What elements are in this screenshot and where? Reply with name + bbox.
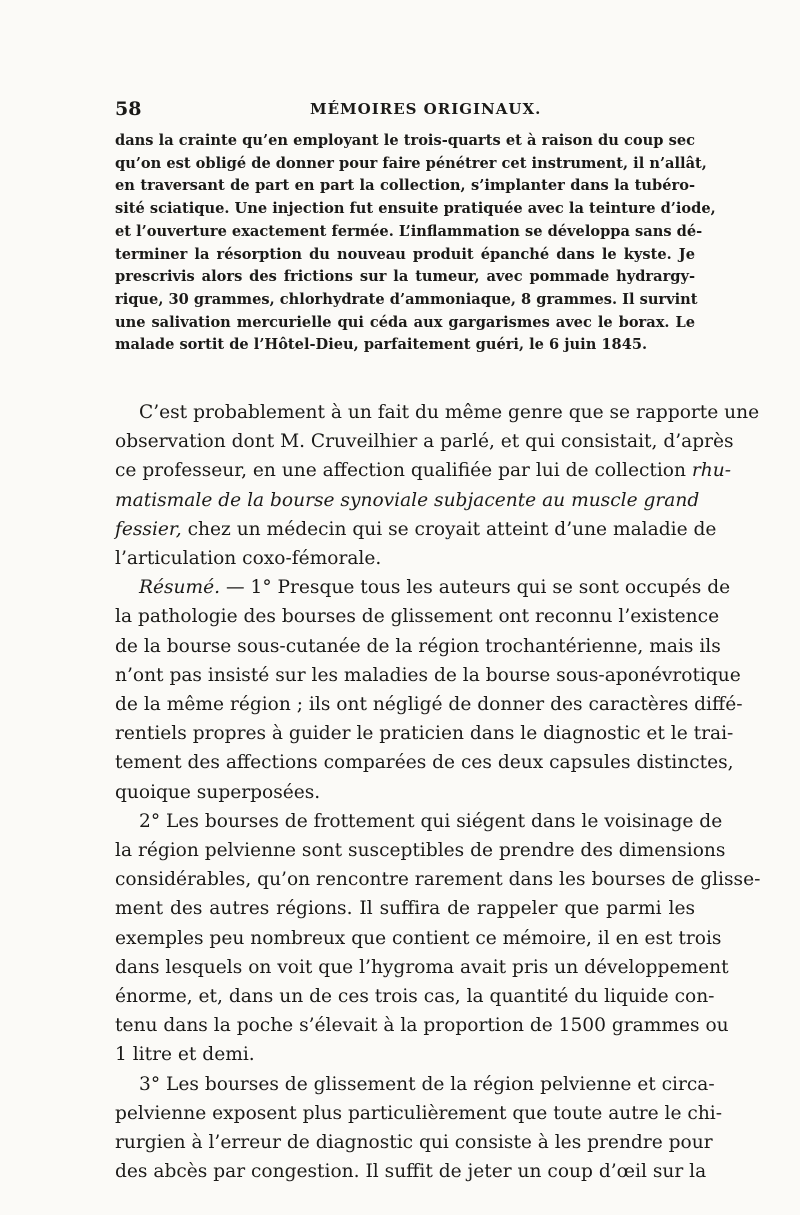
text-line [115, 486, 700, 515]
text-line: tement des affections comparées de ces deux capsules distinctes, [115, 752, 734, 774]
text-line: rurgien à l’erreur de diagnostic qui consiste à les prendre pour [115, 1132, 713, 1154]
text-line: 1 litre et demi. [115, 1044, 255, 1066]
italic-text: matismale de la bourse synoviale subjacente au muscle grand [115, 489, 700, 511]
text-line: de la même région ; ils ont négligé de donner des caractères diffé- [115, 694, 743, 716]
text-line: observation dont M. Cruveilhier a parlé, et qui consistait, d’après [115, 431, 734, 453]
running-title: MÉMOIRES ORIGINAUX. [310, 100, 542, 118]
text-line: sité sciatique. Une injection fut ensuite pratiquée avec la teinture d’iode, [115, 200, 716, 218]
text-line: malade sortit de l’Hôtel-Dieu, parfaitement guéri, le 6 juin 1845. [115, 336, 648, 354]
text-line: des abcès par congestion. Il suffit de jeter un coup d’œil sur la [115, 1161, 707, 1183]
text-run: — 1° Presque tous les auteurs qui se sont occupés de [220, 577, 731, 599]
main-text [115, 398, 761, 1186]
text-line: une salivation mercurielle qui céda aux gargarismes avec le borax. Le [115, 313, 695, 331]
text-line: pelvienne exposent plus particulièrement que toute autre le chi- [115, 1102, 723, 1124]
text-line: la pathologie des bourses de glissement ont reconnu l’existence [115, 606, 720, 628]
case-paragraph [115, 130, 716, 357]
text-line: qu’on est obligé de donner pour faire pénétrer cet instrument, il n’allât, [115, 154, 707, 172]
text-line: 2° Les bourses de frottement qui siégent dans le voisinage de [139, 810, 723, 832]
text-line: l’articulation coxo-fémorale. [115, 548, 382, 570]
text-line: 3° Les bourses de glissement de la région pelvienne et circa- [139, 1073, 715, 1095]
text-line [115, 456, 731, 485]
text-line: ment des autres régions. Il suffira de rappeler que parmi les [115, 898, 695, 920]
text-line: de la bourse sous-cutanée de la région trochantérienne, mais ils [115, 635, 721, 657]
text-line: tenu dans la poche s’élevait à la proportion de 1500 grammes ou [115, 1015, 729, 1037]
text-line: n’ont pas insisté sur les maladies de la bourse sous-aponévrotique [115, 664, 741, 686]
resume-label: Résumé. [139, 577, 221, 599]
text-line: considérables, qu’on rencontre rarement dans les bourses de glisse- [115, 869, 761, 891]
italic-text: rhu- [691, 460, 731, 482]
text-line [115, 573, 731, 602]
text-run: chez un médecin qui se croyait atteint d’une maladie de [181, 518, 717, 540]
text-line: C’est probablement à un fait du même genre que se rapporte une [139, 402, 760, 423]
text-line: la région pelvienne sont susceptibles de prendre des dimensions [115, 840, 726, 862]
text-line: dans lesquels on voit que l’hygroma avait pris un développement [115, 956, 729, 978]
page-number: 58 [115, 98, 142, 120]
text-line: prescrivis alors des frictions sur la tumeur, avec pommade hydrargy- [115, 268, 695, 286]
text-line: exemples peu nombreux que contient ce mémoire, il en est trois [115, 927, 722, 949]
text-run: ce professeur, en une affection qualifiée par lui de collection [115, 460, 692, 482]
italic-text: fessier, [115, 518, 182, 540]
text-line: dans la crainte qu’en employant le trois-quarts et à raison du coup sec [115, 132, 695, 149]
text-line: rique, 30 grammes, chlorhydrate d’ammoniaque, 8 grammes. Il survint [115, 290, 698, 308]
text-line: énorme, et, dans un de ces trois cas, la quantité du liquide con- [115, 986, 715, 1008]
text-line [115, 515, 717, 544]
text-line: rentiels propres à guider le praticien dans le diagnostic et le trai- [115, 723, 734, 745]
text-line: et l’ouverture exactement fermée. L’inflammation se développa sans dé- [115, 222, 703, 240]
page-header [115, 98, 695, 120]
text-line: en traversant de part en part la collection, s’implanter dans la tubéro- [115, 177, 695, 195]
text-line: quoique superposées. [115, 781, 321, 803]
text-line: terminer la résorption du nouveau produit épanché dans le kyste. Je [115, 245, 695, 263]
